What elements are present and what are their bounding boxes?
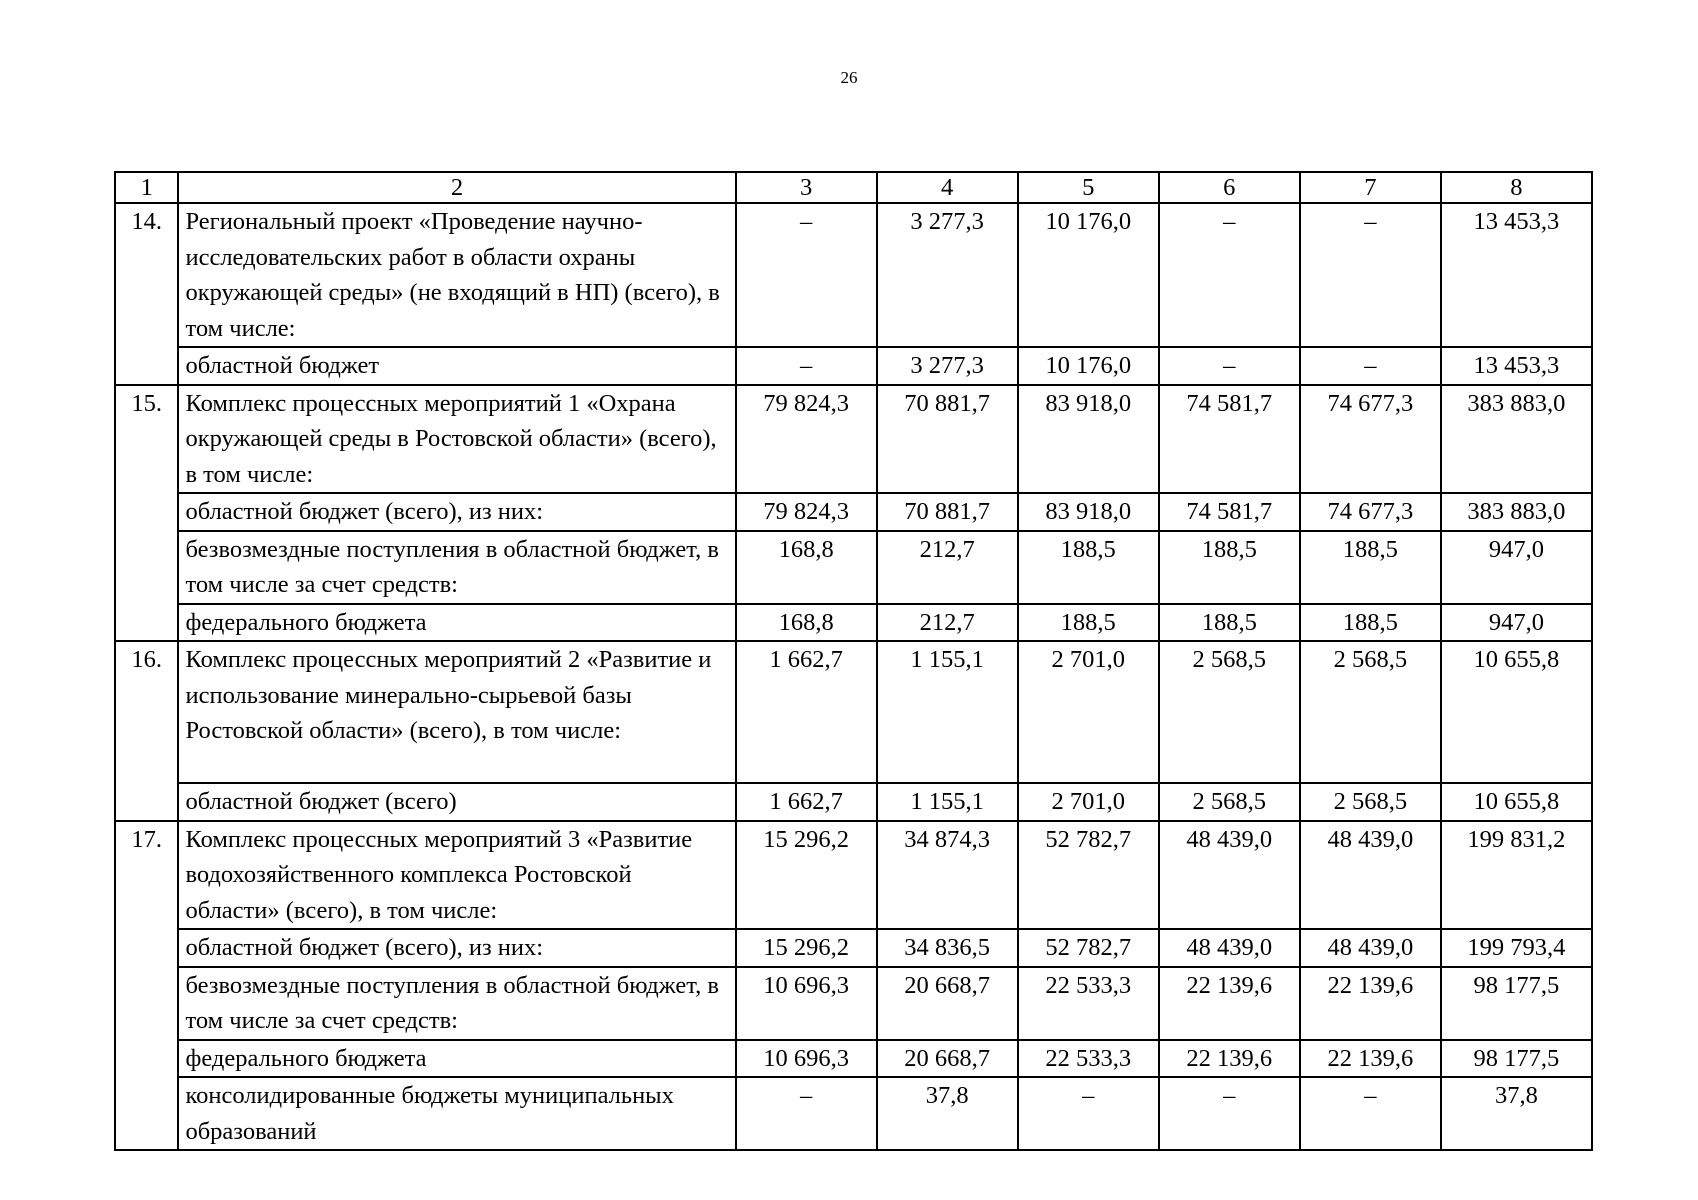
value-cell: 52 782,7 xyxy=(1018,821,1159,930)
value-cell: 15 296,2 xyxy=(736,929,877,967)
row-number-cell: 17. xyxy=(115,821,178,1151)
value-cell: 212,7 xyxy=(877,604,1018,642)
value-cell: 98 177,5 xyxy=(1441,967,1592,1040)
value-cell: 74 677,3 xyxy=(1300,493,1441,531)
value-cell: 22 533,3 xyxy=(1018,1040,1159,1078)
table-row xyxy=(115,385,1592,494)
value-cell: – xyxy=(1018,1077,1159,1150)
value-cell: 10 176,0 xyxy=(1018,203,1159,347)
value-cell: 1 662,7 xyxy=(736,641,877,783)
value-cell: – xyxy=(736,203,877,347)
value-cell: – xyxy=(1159,1077,1300,1150)
table-row xyxy=(115,929,1592,967)
header-cell: 4 xyxy=(877,172,1018,203)
value-cell: 20 668,7 xyxy=(877,1040,1018,1078)
description-cell: Региональный проект «Проведение научно-исследовательских работ в области охраны окружающей среды» (не входящий в НП) (всего), в том числе: xyxy=(178,203,735,347)
value-cell: 13 453,3 xyxy=(1441,347,1592,385)
value-cell: 79 824,3 xyxy=(736,385,877,494)
value-cell: 2 568,5 xyxy=(1159,783,1300,821)
value-cell: 37,8 xyxy=(1441,1077,1592,1150)
value-cell: 2 701,0 xyxy=(1018,783,1159,821)
value-cell: 10 696,3 xyxy=(736,967,877,1040)
value-cell: 48 439,0 xyxy=(1159,821,1300,930)
table-row xyxy=(115,203,1592,347)
value-cell: 22 139,6 xyxy=(1159,1040,1300,1078)
table-body xyxy=(115,172,1592,1150)
header-cell: 5 xyxy=(1018,172,1159,203)
description-cell: областной бюджет (всего), из них: xyxy=(178,493,735,531)
table-row xyxy=(115,1077,1592,1150)
value-cell: 168,8 xyxy=(736,604,877,642)
value-cell: 70 881,7 xyxy=(877,385,1018,494)
row-number-cell: 14. xyxy=(115,203,178,385)
header-cell: 2 xyxy=(178,172,735,203)
value-cell: 3 277,3 xyxy=(877,347,1018,385)
table-row xyxy=(115,1040,1592,1078)
value-cell: 1 155,1 xyxy=(877,641,1018,783)
value-cell: 947,0 xyxy=(1441,604,1592,642)
table-row xyxy=(115,821,1592,930)
table-row xyxy=(115,493,1592,531)
value-cell: – xyxy=(1300,1077,1441,1150)
value-cell: 34 874,3 xyxy=(877,821,1018,930)
value-cell: 83 918,0 xyxy=(1018,385,1159,494)
value-cell: 199 831,2 xyxy=(1441,821,1592,930)
value-cell: 188,5 xyxy=(1159,531,1300,604)
value-cell: 22 139,6 xyxy=(1300,967,1441,1040)
value-cell: 15 296,2 xyxy=(736,821,877,930)
header-cell: 7 xyxy=(1300,172,1441,203)
value-cell: 168,8 xyxy=(736,531,877,604)
value-cell: 1 662,7 xyxy=(736,783,877,821)
value-cell: – xyxy=(736,347,877,385)
value-cell: 10 655,8 xyxy=(1441,783,1592,821)
value-cell: 10 176,0 xyxy=(1018,347,1159,385)
description-cell: федерального бюджета xyxy=(178,604,735,642)
header-cell: 3 xyxy=(736,172,877,203)
value-cell: 34 836,5 xyxy=(877,929,1018,967)
value-cell: 3 277,3 xyxy=(877,203,1018,347)
table-row xyxy=(115,967,1592,1040)
value-cell: 947,0 xyxy=(1441,531,1592,604)
column-number-row xyxy=(115,172,1592,203)
value-cell: – xyxy=(1159,347,1300,385)
value-cell: 22 139,6 xyxy=(1300,1040,1441,1078)
description-cell: Комплекс процессных мероприятий 2 «Развитие и использование минерально-сырьевой базы Ростовской области» (всего), в том числе: xyxy=(178,641,735,783)
table-row xyxy=(115,347,1592,385)
value-cell: – xyxy=(1300,347,1441,385)
value-cell: 383 883,0 xyxy=(1441,385,1592,494)
value-cell: 98 177,5 xyxy=(1441,1040,1592,1078)
value-cell: 74 677,3 xyxy=(1300,385,1441,494)
value-cell: – xyxy=(736,1077,877,1150)
value-cell: 20 668,7 xyxy=(877,967,1018,1040)
value-cell: 10 696,3 xyxy=(736,1040,877,1078)
value-cell: 1 155,1 xyxy=(877,783,1018,821)
description-cell: областной бюджет xyxy=(178,347,735,385)
table-row xyxy=(115,604,1592,642)
value-cell: 2 701,0 xyxy=(1018,641,1159,783)
value-cell: 188,5 xyxy=(1159,604,1300,642)
value-cell: 13 453,3 xyxy=(1441,203,1592,347)
table-row xyxy=(115,531,1592,604)
row-number-cell: 15. xyxy=(115,385,178,642)
value-cell: 52 782,7 xyxy=(1018,929,1159,967)
value-cell: 2 568,5 xyxy=(1159,641,1300,783)
description-cell: безвозмездные поступления в областной бюджет, в том числе за счет средств: xyxy=(178,967,735,1040)
budget-table xyxy=(114,171,1593,1151)
description-cell: безвозмездные поступления в областной бюджет, в том числе за счет средств: xyxy=(178,531,735,604)
value-cell: 22 139,6 xyxy=(1159,967,1300,1040)
value-cell: 48 439,0 xyxy=(1300,929,1441,967)
value-cell: 48 439,0 xyxy=(1300,821,1441,930)
description-cell: Комплекс процессных мероприятий 3 «Развитие водохозяйственного комплекса Ростовской области» (всего), в том числе: xyxy=(178,821,735,930)
value-cell: 199 793,4 xyxy=(1441,929,1592,967)
value-cell: 188,5 xyxy=(1300,531,1441,604)
value-cell: 74 581,7 xyxy=(1159,385,1300,494)
description-cell: областной бюджет (всего), из них: xyxy=(178,929,735,967)
page-number: 26 xyxy=(840,68,858,87)
value-cell: 212,7 xyxy=(877,531,1018,604)
value-cell: 83 918,0 xyxy=(1018,493,1159,531)
value-cell: 2 568,5 xyxy=(1300,641,1441,783)
description-cell: консолидированные бюджеты муниципальных образований xyxy=(178,1077,735,1150)
value-cell: 37,8 xyxy=(877,1077,1018,1150)
header-cell: 8 xyxy=(1441,172,1592,203)
value-cell: 188,5 xyxy=(1018,604,1159,642)
value-cell: 22 533,3 xyxy=(1018,967,1159,1040)
description-cell: областной бюджет (всего) xyxy=(178,783,735,821)
table-row xyxy=(115,641,1592,783)
row-number-cell: 16. xyxy=(115,641,178,821)
value-cell: 2 568,5 xyxy=(1300,783,1441,821)
table-row xyxy=(115,783,1592,821)
value-cell: 70 881,7 xyxy=(877,493,1018,531)
description-cell: федерального бюджета xyxy=(178,1040,735,1078)
value-cell: 79 824,3 xyxy=(736,493,877,531)
description-cell: Комплекс процессных мероприятий 1 «Охрана окружающей среды в Ростовской области» (всего), в том числе: xyxy=(178,385,735,494)
value-cell: 10 655,8 xyxy=(1441,641,1592,783)
value-cell: – xyxy=(1300,203,1441,347)
value-cell: 188,5 xyxy=(1018,531,1159,604)
value-cell: – xyxy=(1159,203,1300,347)
value-cell: 74 581,7 xyxy=(1159,493,1300,531)
header-cell: 6 xyxy=(1159,172,1300,203)
header-cell: 1 xyxy=(115,172,178,203)
value-cell: 383 883,0 xyxy=(1441,493,1592,531)
value-cell: 188,5 xyxy=(1300,604,1441,642)
value-cell: 48 439,0 xyxy=(1159,929,1300,967)
